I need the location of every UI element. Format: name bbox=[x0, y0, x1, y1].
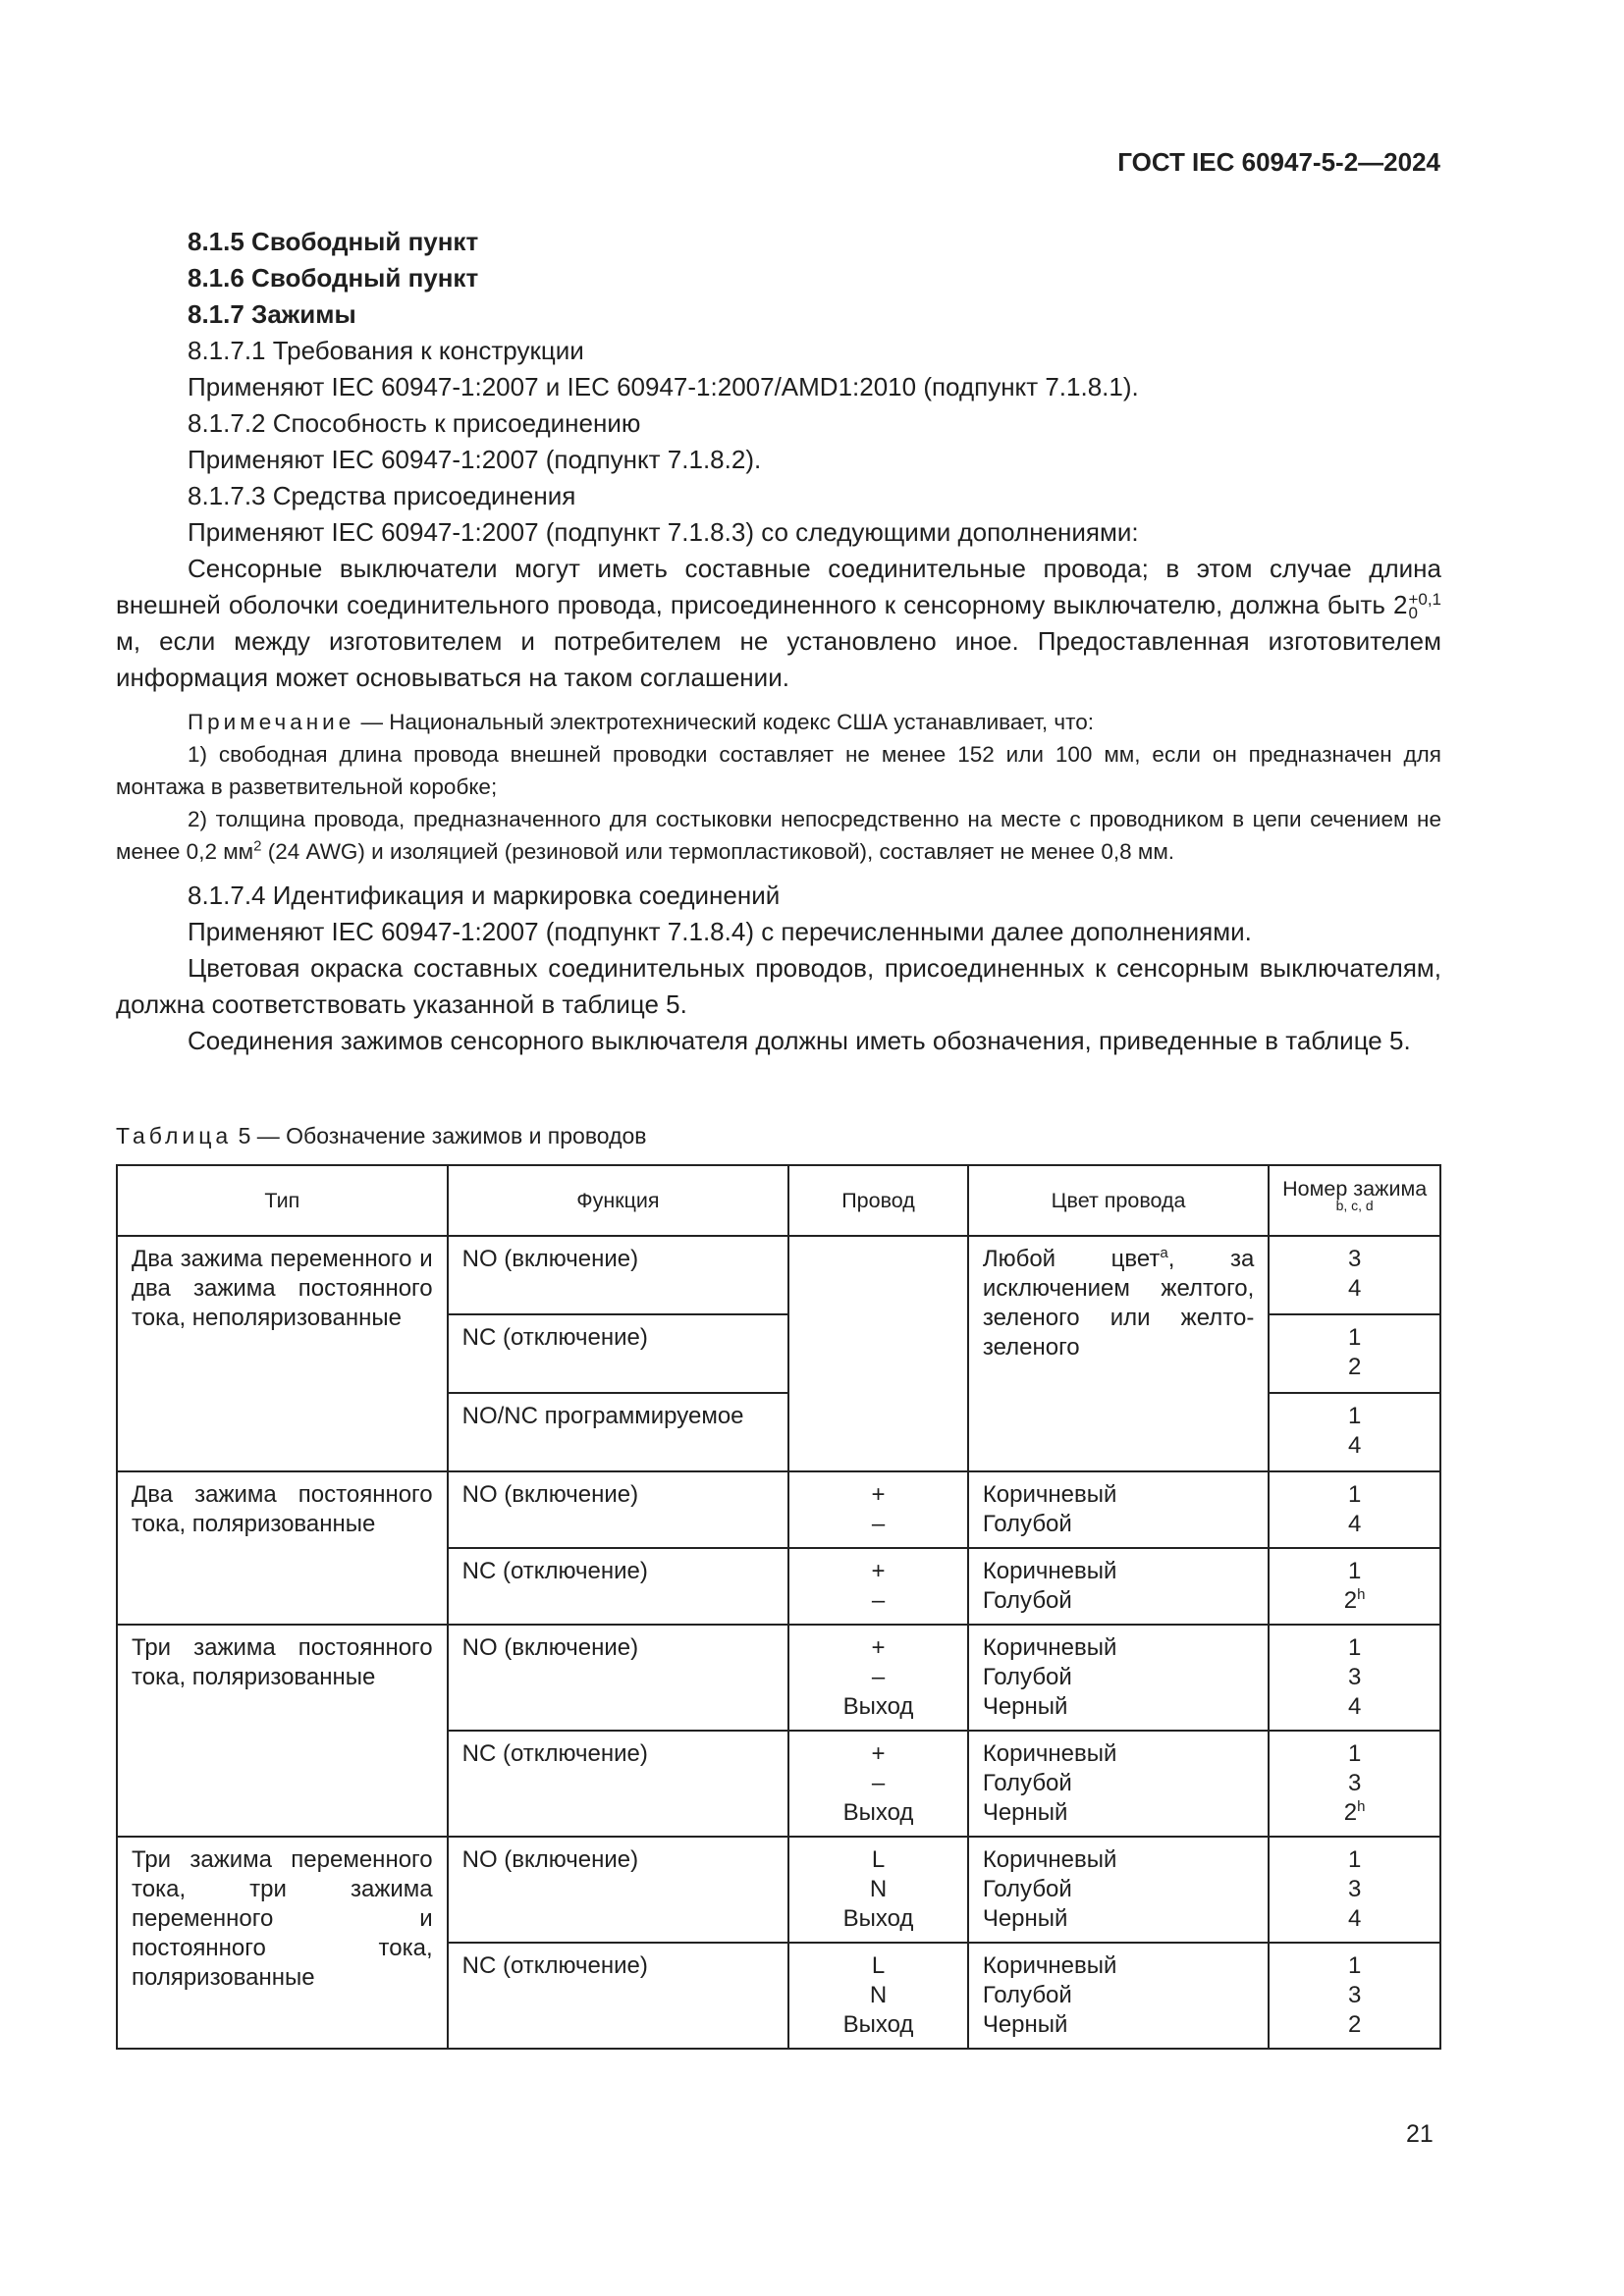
type-cell: Три зажима переменного тока, три зажима переменного и постоянного тока, поляризованные bbox=[117, 1837, 448, 2049]
paragraph-8-1-7-3: Применяют IEC 60947-1:2007 (подпункт 7.1.8.3) со следующими дополнениями: bbox=[188, 517, 1139, 547]
heading-8-1-7: 8.1.7 Зажимы bbox=[188, 299, 356, 329]
paragraph-8-1-7-1: Применяют IEC 60947-1:2007 и IEC 60947-1:2007/AMD1:2010 (подпункт 7.1.8.1). bbox=[188, 372, 1139, 401]
number-cell: 1 3 4 bbox=[1269, 1837, 1440, 1943]
subheading-8-1-7-2: 8.1.7.2 Способность к присоединению bbox=[188, 408, 641, 438]
color-cell: Коричневый Голубой Черный bbox=[968, 1731, 1269, 1837]
number-cell: 1 3 2$^h$ bbox=[1269, 1731, 1440, 1837]
color-cell: Коричневый Голубой bbox=[968, 1471, 1269, 1548]
function-cell: NO/NC программируемое bbox=[448, 1393, 789, 1471]
wire-cell: + – bbox=[788, 1471, 968, 1548]
function-cell: NO (включение) bbox=[448, 1471, 789, 1548]
wire-cell: + – bbox=[788, 1548, 968, 1625]
page-number: 21 bbox=[1406, 2120, 1434, 2148]
function-cell: NC (отключение) bbox=[448, 1314, 789, 1393]
number-cell: 1 3 4 bbox=[1269, 1625, 1440, 1731]
wire-cell: L N Выход bbox=[788, 1943, 968, 2049]
paragraph-terminal-marking: Соединения зажимов сенсорного выключателя должны иметь обозначения, приведенные в таблице 5. bbox=[188, 1026, 1411, 1055]
color-cell: Коричневый Голубой Черный bbox=[968, 1837, 1269, 1943]
table-row bbox=[117, 1236, 1440, 1314]
terminal-table bbox=[116, 1164, 1441, 2050]
number-cell: 1 3 2 bbox=[1269, 1943, 1440, 2049]
subheading-8-1-7-3: 8.1.7.3 Средства присоединения bbox=[188, 481, 576, 510]
wire-cell bbox=[788, 1236, 968, 1471]
paragraph-wire-colors: Цветовая окраска составных соединительных проводов, присоединенных к сенсорным выключателям, должна соответствовать указанной в таблице 5. bbox=[116, 953, 1441, 1019]
header-color: Цвет провода bbox=[968, 1165, 1269, 1236]
note-item-1: 1) свободная длина провода внешней проводки составляет не менее 152 или 100 мм, если он предназначен для монтажа в разветвительной коробке; bbox=[116, 742, 1441, 799]
heading-8-1-6: 8.1.6 Свободный пункт bbox=[188, 263, 479, 293]
document-id-header: ГОСТ IEC 60947-5-2—2024 bbox=[1117, 147, 1440, 177]
subheading-8-1-7-1: 8.1.7.1 Требования к конструкции bbox=[188, 336, 584, 365]
color-cell: Любой цвет$^a$, за исключением желтого, зеленого или желто-зеленого bbox=[968, 1236, 1269, 1471]
subheading-8-1-7-4: 8.1.7.4 Идентификация и маркировка соединений bbox=[188, 881, 781, 910]
header-type: Тип bbox=[117, 1165, 448, 1236]
note-block bbox=[116, 706, 1441, 868]
number-cell: 1 2$^h$ bbox=[1269, 1548, 1440, 1625]
header-function: Функция bbox=[448, 1165, 789, 1236]
table-title: Таблица 5 — Обозначение зажимов и проводов bbox=[116, 1123, 647, 1148]
note-intro: — Национальный электротехнический кодекс США устанавливает, что: bbox=[354, 710, 1094, 734]
number-cell: 1 4 bbox=[1269, 1393, 1440, 1471]
number-cell: 1 4 bbox=[1269, 1471, 1440, 1548]
heading-8-1-5: 8.1.5 Свободный пункт bbox=[188, 227, 479, 256]
number-cell: 3 4 bbox=[1269, 1236, 1440, 1314]
color-cell: Коричневый Голубой Черный bbox=[968, 1943, 1269, 2049]
type-cell: Два зажима постоянного тока, поляризованные bbox=[117, 1471, 448, 1625]
function-cell: NO (включение) bbox=[448, 1837, 789, 1943]
wire-cell: L N Выход bbox=[788, 1837, 968, 1943]
function-cell: NC (отключение) bbox=[448, 1731, 789, 1837]
note-label: Примечание bbox=[188, 710, 355, 734]
table-row bbox=[117, 1625, 1440, 1731]
type-cell: Три зажима постоянного тока, поляризованные bbox=[117, 1625, 448, 1837]
paragraph-cable-length: Сенсорные выключатели могут иметь составные соединительные провода; в этом случае длина внешней оболочки соединительного провода, присоединенного к сенсорному выключателю, должна быть 2 +0,1 0 м, если между изготовителем и потребителем не установлено иное. Предоставленная изготовителем информация может основываться на таком соглашении. bbox=[116, 554, 1441, 692]
function-cell: NO (включение) bbox=[448, 1236, 789, 1314]
type-cell: Два зажима переменного и два зажима постоянного тока, неполяризованные bbox=[117, 1236, 448, 1471]
paragraph-8-1-7-4: Применяют IEC 60947-1:2007 (подпункт 7.1.8.4) с перечисленными далее дополнениями. bbox=[188, 917, 1252, 946]
function-cell: NC (отключение) bbox=[448, 1548, 789, 1625]
function-cell: NO (включение) bbox=[448, 1625, 789, 1731]
paragraph-8-1-7-2: Применяют IEC 60947-1:2007 (подпункт 7.1.8.2). bbox=[188, 445, 762, 474]
main-text bbox=[116, 224, 1441, 1059]
tolerance-upper: +0,1 bbox=[1408, 590, 1441, 610]
header-wire: Провод bbox=[788, 1165, 968, 1236]
header-number: Номер зажима $^{b, c, d}$ bbox=[1269, 1165, 1440, 1236]
table-row bbox=[117, 1837, 1440, 1943]
color-cell: Коричневый Голубой bbox=[968, 1548, 1269, 1625]
function-cell: NC (отключение) bbox=[448, 1943, 789, 2049]
note-item-2: 2) толщина провода, предназначенного для состыковки непосредственно на месте с проводником в цепи сечением не менее 0,2 $мм^2$ (24 AWG) и изоляцией (резиновой или термопластиковой), составляет не менее 0,8 мм. bbox=[116, 807, 1441, 864]
color-cell: Коричневый Голубой Черный bbox=[968, 1625, 1269, 1731]
tolerance-lower: 0 bbox=[1408, 604, 1418, 623]
wire-cell: + – Выход bbox=[788, 1625, 968, 1731]
table-row bbox=[117, 1471, 1440, 1548]
number-cell: 1 2 bbox=[1269, 1314, 1440, 1393]
wire-cell: + – Выход bbox=[788, 1731, 968, 1837]
table-header-row bbox=[117, 1165, 1440, 1236]
